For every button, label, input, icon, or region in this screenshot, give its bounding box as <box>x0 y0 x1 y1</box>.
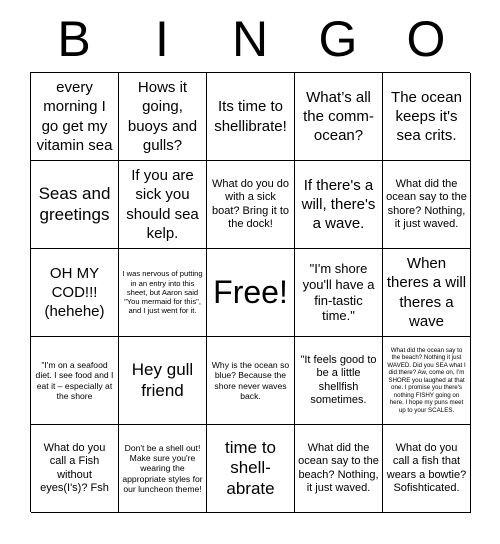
bingo-cell[interactable]: What’s all the comm-ocean? <box>295 73 383 161</box>
bingo-cell[interactable]: What did the ocean say to the shore? Nothing, it just waved. <box>383 161 471 249</box>
bingo-cell[interactable]: Hows it going, buoys and gulls? <box>119 73 207 161</box>
bingo-cell[interactable]: If you are sick you should sea kelp. <box>119 161 207 249</box>
bingo-cell[interactable]: I was nervous of putting in an entry into this sheet, but Aaron said "You mermaid for this", and I just went for it. <box>119 249 207 337</box>
bingo-cell[interactable]: What do you call a Fish without eyes(I's)? Fsh <box>31 425 119 513</box>
bingo-header <box>30 0 470 72</box>
bingo-cell[interactable]: What do you do with a sick boat? Bring it to the dock! <box>207 161 295 249</box>
bingo-cell[interactable]: Its time to shellibrate! <box>207 73 295 161</box>
bingo-grid <box>30 72 470 512</box>
bingo-cell[interactable]: Don't be a shell out! Make sure you're wearing the appropriate styles for our luncheon theme! <box>119 425 207 513</box>
bingo-cell[interactable]: What did the ocean say to the beach? Nothing it just WAVED. Did you SEA what I did there? Aw, come on, I'm SHORE you laughed at that one. I promise you there's nothing FISHY going on here. I hope my puns meet up to your SCALES. <box>383 337 471 425</box>
bingo-cell[interactable]: time to shell-abrate <box>207 425 295 513</box>
header-letter-o: O <box>406 11 446 67</box>
free-space-cell[interactable]: Free! <box>207 249 295 337</box>
bingo-cell[interactable]: "I'm shore you'll have a fin-tastic time." <box>295 249 383 337</box>
bingo-cell[interactable]: What do you call a fish that wears a bowtie? Sofishticated. <box>383 425 471 513</box>
bingo-cell[interactable]: What did the ocean say to the beach? Nothing, it just waved. <box>295 425 383 513</box>
bingo-cell[interactable]: Seas and greetings <box>31 161 119 249</box>
bingo-cell[interactable]: If there's a will, there's a wave. <box>295 161 383 249</box>
bingo-cell[interactable]: Hey gull friend <box>119 337 207 425</box>
bingo-cell[interactable]: The ocean keeps it's sea crits. <box>383 73 471 161</box>
header-letter-i: I <box>155 11 169 67</box>
bingo-cell[interactable]: When theres a will theres a wave <box>383 249 471 337</box>
bingo-cell[interactable]: "It feels good to be a little shellfish sometimes. <box>295 337 383 425</box>
header-letter-n: N <box>231 11 269 67</box>
bingo-cell[interactable]: every morning I go get my vitamin sea <box>31 73 119 161</box>
bingo-cell[interactable]: OH MY COD!!! (hehehe) <box>31 249 119 337</box>
header-letter-b: B <box>57 11 91 67</box>
bingo-cell[interactable]: "I'm on a seafood diet. I see food and I eat it – especially at the shore <box>31 337 119 425</box>
bingo-cell[interactable]: Why is the ocean so blue? Because the shore never waves back. <box>207 337 295 425</box>
header-letter-g: G <box>318 11 358 67</box>
